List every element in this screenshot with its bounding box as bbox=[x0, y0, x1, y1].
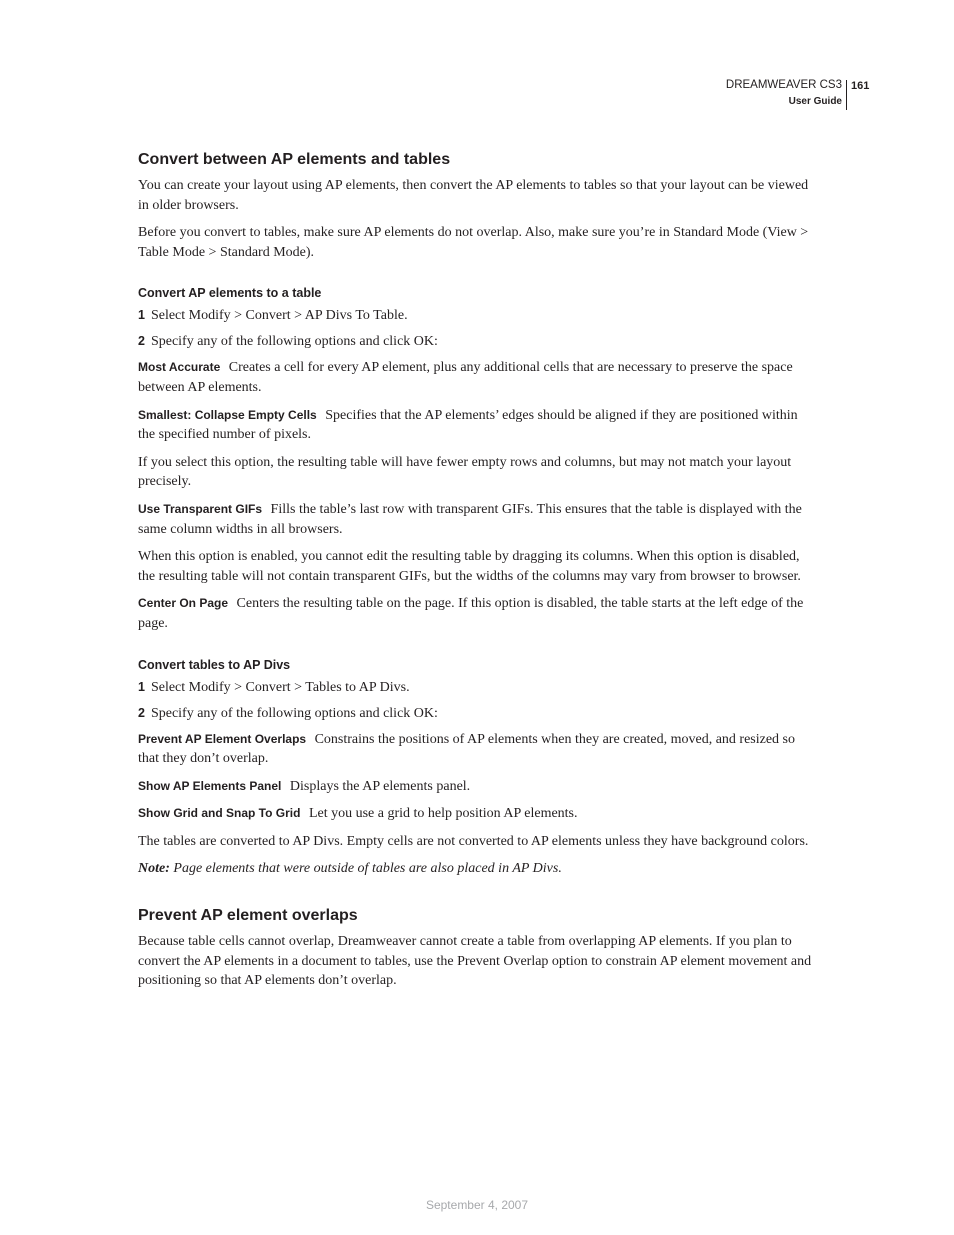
option-term: Prevent AP Element Overlaps bbox=[138, 731, 307, 746]
note-text: Page elements that were outside of tables are also placed in AP Divs. bbox=[173, 861, 562, 877]
page-number: 161 bbox=[851, 80, 870, 92]
section-title-prevent: Prevent AP element overlaps bbox=[138, 907, 358, 925]
option-description: Specifies that the AP elements’ edges should be aligned if they are positioned within the specified number of pixels. bbox=[138, 407, 798, 443]
step-item bbox=[138, 678, 816, 697]
option-term: Most Accurate bbox=[138, 360, 221, 375]
option-show-grid bbox=[138, 804, 816, 824]
option-description: Centers the resulting table on the page. If this option is disabled, the table starts at the left edge of the page. bbox=[138, 596, 804, 631]
option-center-on-page bbox=[138, 594, 816, 633]
before-paragraph: Before you convert to tables, make sure AP elements do not overlap. Also, make sure you’re in Standard Mode (View > Table Mode > Standard Mode). bbox=[138, 225, 809, 260]
subsection-title-ap-to-table: Convert AP elements to a table bbox=[138, 286, 322, 301]
option-term: Center On Page bbox=[138, 596, 229, 611]
option-term: Show Grid and Snap To Grid bbox=[138, 806, 301, 821]
step-text: Specify any of the following options and click OK: bbox=[150, 705, 438, 721]
gifs-paragraph: When this option is enabled, you cannot edit the resulting table by dragging its columns. When this option is disabled, the resulting table will not contain transparent GIFs, but the widths of the columns may vary from browser to browser. bbox=[138, 549, 801, 584]
header-divider bbox=[846, 80, 847, 110]
main-content bbox=[138, 150, 816, 999]
option-most-accurate bbox=[138, 358, 816, 397]
option-term: Smallest: Collapse Empty Cells bbox=[138, 407, 317, 422]
note-label: Note: bbox=[138, 861, 170, 877]
intro-paragraph: You can create your layout using AP elements, then convert the AP elements to tables so that your layout can be viewed in older browsers. bbox=[138, 178, 809, 213]
option-description: Fills the table’s last row with transparent GIFs. This ensures that the table is displayed with the same column widths in all browsers. bbox=[138, 501, 802, 537]
option-prevent-overlaps bbox=[138, 730, 816, 769]
step-number: 1 bbox=[138, 679, 145, 694]
note bbox=[138, 859, 816, 879]
footer-date: September 4, 2007 bbox=[425, 1198, 529, 1212]
option-transparent-gifs bbox=[138, 500, 816, 539]
subsection-title-table-to-ap: Convert tables to AP Divs bbox=[138, 657, 291, 672]
step-text: Select Modify > Convert > AP Divs To Table. bbox=[150, 308, 408, 324]
collapse-paragraph: If you select this option, the resulting table will have fewer empty rows and columns, but may not match your layout precisely. bbox=[138, 454, 792, 490]
option-description: Let you use a grid to help position AP elements. bbox=[308, 806, 578, 822]
step-number: 2 bbox=[138, 334, 145, 349]
product-name: DREAMWEAVER CS3 bbox=[725, 79, 842, 91]
option-term: Use Transparent GIFs bbox=[138, 501, 263, 516]
option-smallest bbox=[138, 406, 816, 445]
converted-paragraph: The tables are converted to AP Divs. Empty cells are not converted to AP elements unless they have background colors. bbox=[138, 833, 809, 849]
step-item bbox=[138, 306, 816, 325]
guide-name: User Guide bbox=[788, 96, 842, 107]
prevent-paragraph: Because table cells cannot overlap, Dreamweaver cannot create a table from overlapping AP elements. If you plan to convert the AP elements in a document to tables, use the Prevent Overlap option to constrain AP element movement and positioning so that AP elements don’t overlap. bbox=[138, 934, 812, 989]
option-description: Creates a cell for every AP element, plus any additional cells that are necessary to preserve the space between AP elements. bbox=[138, 360, 793, 395]
option-term: Show AP Elements Panel bbox=[138, 778, 282, 793]
option-description: Constrains the positions of AP elements when they are created, moved, and resized so that they don’t overlap. bbox=[138, 731, 795, 767]
step-text: Specify any of the following options and click OK: bbox=[150, 334, 438, 350]
step-number: 2 bbox=[138, 705, 145, 720]
option-show-panel bbox=[138, 777, 816, 797]
step-item bbox=[138, 332, 816, 351]
step-number: 1 bbox=[138, 308, 145, 323]
section-title-convert: Convert between AP elements and tables bbox=[138, 151, 451, 168]
step-text: Select Modify > Convert > Tables to AP Divs. bbox=[150, 679, 410, 695]
option-description: Displays the AP elements panel. bbox=[289, 778, 471, 794]
step-item bbox=[138, 704, 816, 723]
